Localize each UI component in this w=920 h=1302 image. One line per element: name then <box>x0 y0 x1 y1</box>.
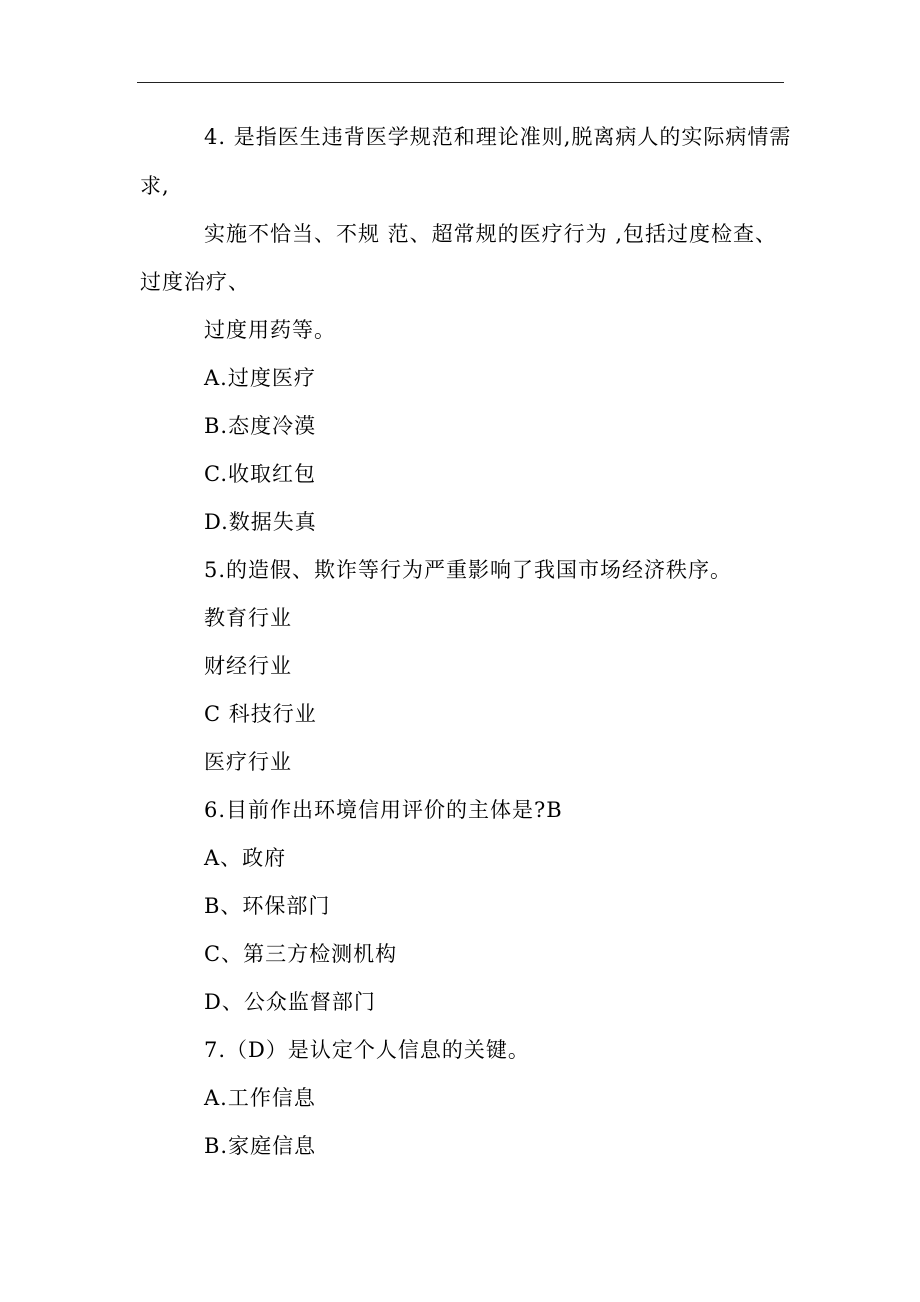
question-4-text-line-5: 过度用药等。 <box>204 318 336 342</box>
question-4-option-c: C.收取红包 <box>204 462 316 486</box>
question-6-option-c: C、第三方检测机构 <box>204 942 398 966</box>
question-5-option-4: 医疗行业 <box>204 750 292 774</box>
question-7-option-a: A.工作信息 <box>204 1086 316 1110</box>
question-4-option-b: B.态度冷漠 <box>204 414 317 438</box>
question-6-option-b: B、环保部门 <box>204 894 331 918</box>
question-6-text: 6.目前作出环境信用评价的主体是?B <box>204 798 563 822</box>
question-5-option-3: C 科技行业 <box>204 702 317 726</box>
question-5-text: 5.的造假、欺诈等行为严重影响了我国市场经济秩序。 <box>204 558 733 582</box>
question-6-option-a: A、政府 <box>204 846 287 870</box>
question-4-option-a: A.过度医疗 <box>204 366 316 390</box>
question-4-text-line-1: 4. 是指医生违背医学规范和理论准则,脱离病人的实际病情需 <box>204 125 792 149</box>
header-divider <box>137 82 784 83</box>
question-7-text: 7.（D）是认定个人信息的关键。 <box>204 1038 530 1062</box>
question-7-option-b: B.家庭信息 <box>204 1134 317 1158</box>
question-6-option-d: D、公众监督部门 <box>204 990 376 1014</box>
question-5-option-2: 财经行业 <box>204 654 292 678</box>
question-4-option-d: D.数据失真 <box>204 510 317 534</box>
question-4-text-line-2: 求, <box>140 174 170 198</box>
question-4-text-line-4: 过度治疗、 <box>140 270 250 294</box>
question-5-option-1: 教育行业 <box>204 606 292 630</box>
question-4-text-line-3: 实施不恰当、不规 范、超常规的医疗行为 ,包括过度检查、 <box>204 222 778 246</box>
